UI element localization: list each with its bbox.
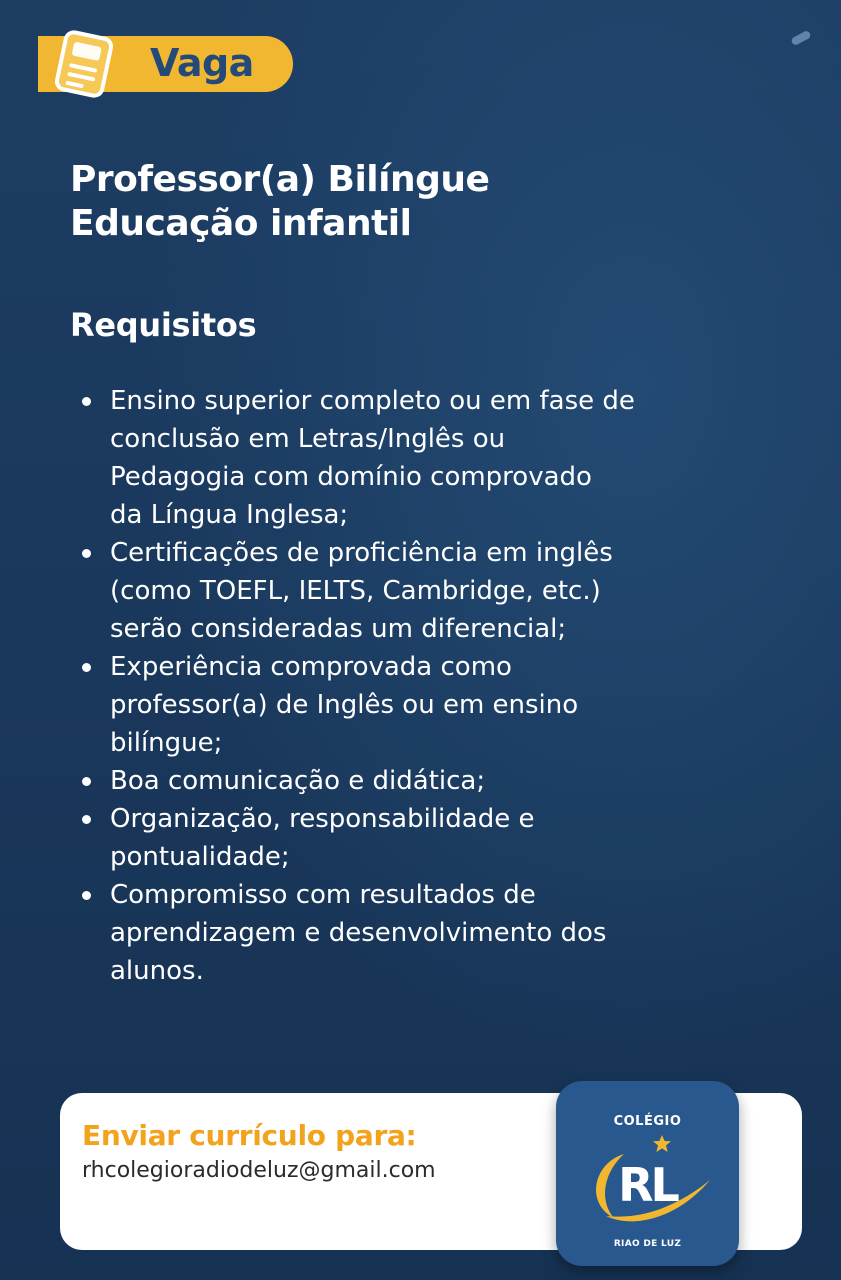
requirement-item	[80, 534, 760, 648]
job-title	[70, 158, 489, 246]
bullet-icon	[82, 549, 91, 558]
requirement-item	[80, 762, 760, 800]
requirements-heading: Requisitos	[70, 306, 257, 344]
job-title-line-2: Educação infantil	[70, 203, 412, 244]
requirement-text: aprendizagem e desenvolvimento dos	[110, 918, 607, 948]
requirement-item	[80, 648, 760, 762]
requirement-text: Compromisso com resultados de	[110, 880, 536, 910]
requirement-text: Experiência comprovada como	[110, 652, 512, 682]
requirement-text: Boa comunicação e didática;	[110, 766, 486, 796]
requirement-text: pontualidade;	[110, 842, 290, 872]
requirement-text: conclusão em Letras/Inglês ou	[110, 424, 506, 454]
contact-label: Enviar currículo para:	[82, 1119, 417, 1152]
requirement-item	[80, 800, 760, 876]
requirement-text: Certificações de proficiência em inglês	[110, 538, 613, 568]
bullet-icon	[82, 397, 91, 406]
requirement-text: professor(a) de Inglês ou em ensino	[110, 690, 579, 720]
requirement-text: alunos.	[110, 956, 204, 986]
contact-email[interactable]: rhcolegioradiodeluz@gmail.com	[82, 1158, 436, 1183]
vaga-label: Vaga	[150, 41, 254, 85]
star-icon	[653, 1135, 671, 1152]
logo-top-text: COLÉGIO	[613, 1114, 682, 1129]
requirement-text: Pedagogia com domínio comprovado	[110, 462, 592, 492]
bullet-icon	[82, 777, 91, 786]
bullet-icon	[82, 663, 91, 672]
decorative-stroke	[790, 30, 811, 46]
requirements-list	[80, 382, 760, 990]
requirement-item	[80, 876, 760, 990]
job-title-line-1: Professor(a) Bilíngue	[70, 159, 490, 200]
logo-monogram: RL	[618, 1158, 677, 1212]
requirement-text: Ensino superior completo ou em fase de	[110, 386, 635, 416]
bullet-icon	[82, 815, 91, 824]
requirement-text: serão consideradas um diferencial;	[110, 614, 567, 644]
requirement-text: da Língua Inglesa;	[110, 500, 349, 530]
bullet-icon	[82, 891, 91, 900]
logo-bottom-text: RIAO DE LUZ	[613, 1239, 682, 1249]
requirement-text: bilíngue;	[110, 728, 223, 758]
requirement-text: (como TOEFL, IELTS, Cambridge, etc.)	[110, 576, 601, 606]
requirement-text: Organização, responsabilidade e	[110, 804, 535, 834]
requirement-item	[80, 382, 760, 534]
